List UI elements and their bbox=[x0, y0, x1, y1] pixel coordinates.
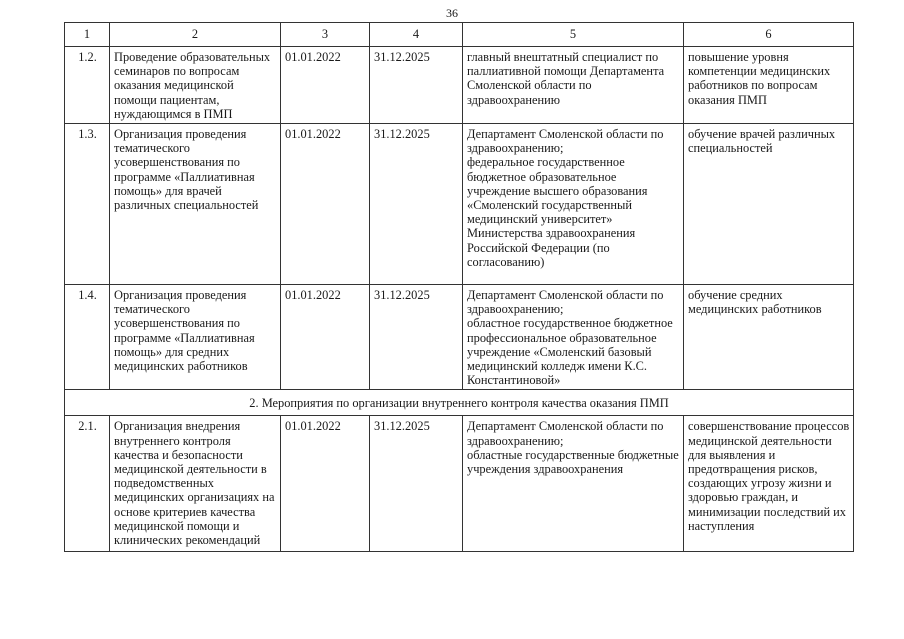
end-date: 31.12.2025 bbox=[370, 124, 463, 285]
table-row bbox=[65, 124, 854, 285]
table-row bbox=[65, 285, 854, 390]
row-number: 2.1. bbox=[65, 416, 110, 552]
col-header-6: 6 bbox=[684, 23, 854, 47]
row-number: 1.2. bbox=[65, 47, 110, 124]
expected-result: совершенствование процессов медицинской деятельности для выявления и предотвращения рисков, создающих угрозу жизни и здоровью граждан, и минимизации последствий их наступления bbox=[684, 416, 854, 552]
col-header-1: 1 bbox=[65, 23, 110, 47]
measure-name: Организация внедрения внутреннего контроля качества и безопасности медицинской деятельности в подведомственных медицинских организациях на основе критериев качества медицинской помощи и клинических рекомендаций bbox=[110, 416, 281, 552]
section-title: 2. Мероприятия по организации внутреннего контроля качества оказания ПМП bbox=[65, 390, 854, 416]
start-date: 01.01.2022 bbox=[281, 47, 370, 124]
table-row bbox=[65, 416, 854, 552]
section-row bbox=[65, 390, 854, 416]
executor: главный внештатный специалист по паллиативной помощи Департамента Смоленской области по здравоохранению bbox=[463, 47, 684, 124]
measure-name: Организация проведения тематического усовершенствования по программе «Паллиативная помощь» для врачей различных специальностей bbox=[110, 124, 281, 285]
col-header-2: 2 bbox=[110, 23, 281, 47]
start-date: 01.01.2022 bbox=[281, 124, 370, 285]
expected-result: обучение врачей различных специальностей bbox=[684, 124, 854, 285]
col-header-4: 4 bbox=[370, 23, 463, 47]
row-number: 1.4. bbox=[65, 285, 110, 390]
expected-result: обучение средних медицинских работников bbox=[684, 285, 854, 390]
col-header-5: 5 bbox=[463, 23, 684, 47]
measure-name: Организация проведения тематического усовершенствования по программе «Паллиативная помощь» для средних медицинских работников bbox=[110, 285, 281, 390]
measure-name: Проведение образовательных семинаров по вопросам оказания медицинской помощи пациентам, нуждающимся в ПМП bbox=[110, 47, 281, 124]
measures-table bbox=[64, 22, 854, 552]
end-date: 31.12.2025 bbox=[370, 416, 463, 552]
executor: Департамент Смоленской области по здравоохранению; федеральное государственное бюджетное образовательное учреждение высшего образования «Смоленский государственный медицинский университет» Министерства здравоохранения Российской Федерации (по согласованию) bbox=[463, 124, 684, 285]
table-row bbox=[65, 47, 854, 124]
end-date: 31.12.2025 bbox=[370, 285, 463, 390]
executor: Департамент Смоленской области по здравоохранению; областные государственные бюджетные учреждения здравоохранения bbox=[463, 416, 684, 552]
expected-result: повышение уровня компетенции медицинских работников по вопросам оказания ПМП bbox=[684, 47, 854, 124]
header-row bbox=[65, 23, 854, 47]
start-date: 01.01.2022 bbox=[281, 416, 370, 552]
start-date: 01.01.2022 bbox=[281, 285, 370, 390]
col-header-3: 3 bbox=[281, 23, 370, 47]
end-date: 31.12.2025 bbox=[370, 47, 463, 124]
page-number: 36 bbox=[446, 6, 458, 20]
row-number: 1.3. bbox=[65, 124, 110, 285]
executor: Департамент Смоленской области по здравоохранению; областное государственное бюджетное профессиональное образовательное учреждение «Смоленский базовый медицинский колледж имени К.С. Константиновой» bbox=[463, 285, 684, 390]
